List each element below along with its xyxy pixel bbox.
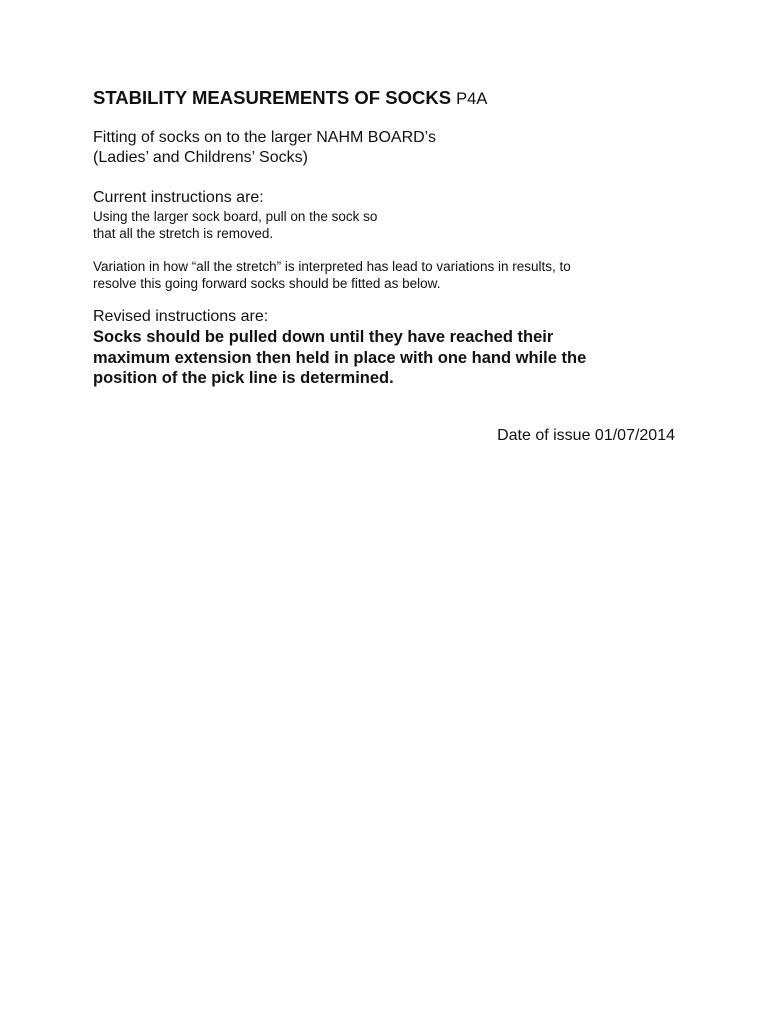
- subtitle-line-1: Fitting of socks on to the larger NAHM BOARD’s: [93, 129, 436, 146]
- title-text: STABILITY MEASUREMENTS OF SOCKS: [93, 87, 452, 108]
- current-line-1: Using the larger sock board, pull on the sock so: [93, 209, 378, 224]
- current-line-2: that all the stretch is removed.: [93, 226, 274, 241]
- document-title: [93, 87, 487, 110]
- revised-line-1: Socks should be pulled down until they have reached their: [93, 328, 554, 346]
- date-of-issue: Date of issue 01/07/2014: [497, 427, 675, 444]
- variation-line-2: resolve this going forward socks should be fitted as below.: [93, 276, 441, 291]
- revised-instructions-heading: Revised instructions are:: [93, 308, 269, 325]
- document-page: [93, 0, 675, 1024]
- current-instructions-heading: Current instructions are:: [93, 189, 264, 206]
- subtitle-line-2: (Ladies’ and Childrens’ Socks): [93, 149, 308, 166]
- subtitle: [93, 128, 675, 168]
- revised-line-2: maximum extension then held in place with one hand while the: [93, 348, 587, 367]
- title-code: P4A: [456, 90, 488, 108]
- revised-instructions-body: [93, 327, 675, 389]
- revised-line-3: position of the pick line is determined.: [93, 369, 394, 387]
- variation-line-1: Variation in how “all the stretch” is interpreted has lead to variations in results, to: [93, 259, 571, 274]
- variation-paragraph: [93, 258, 675, 292]
- current-instructions-body: [93, 208, 675, 242]
